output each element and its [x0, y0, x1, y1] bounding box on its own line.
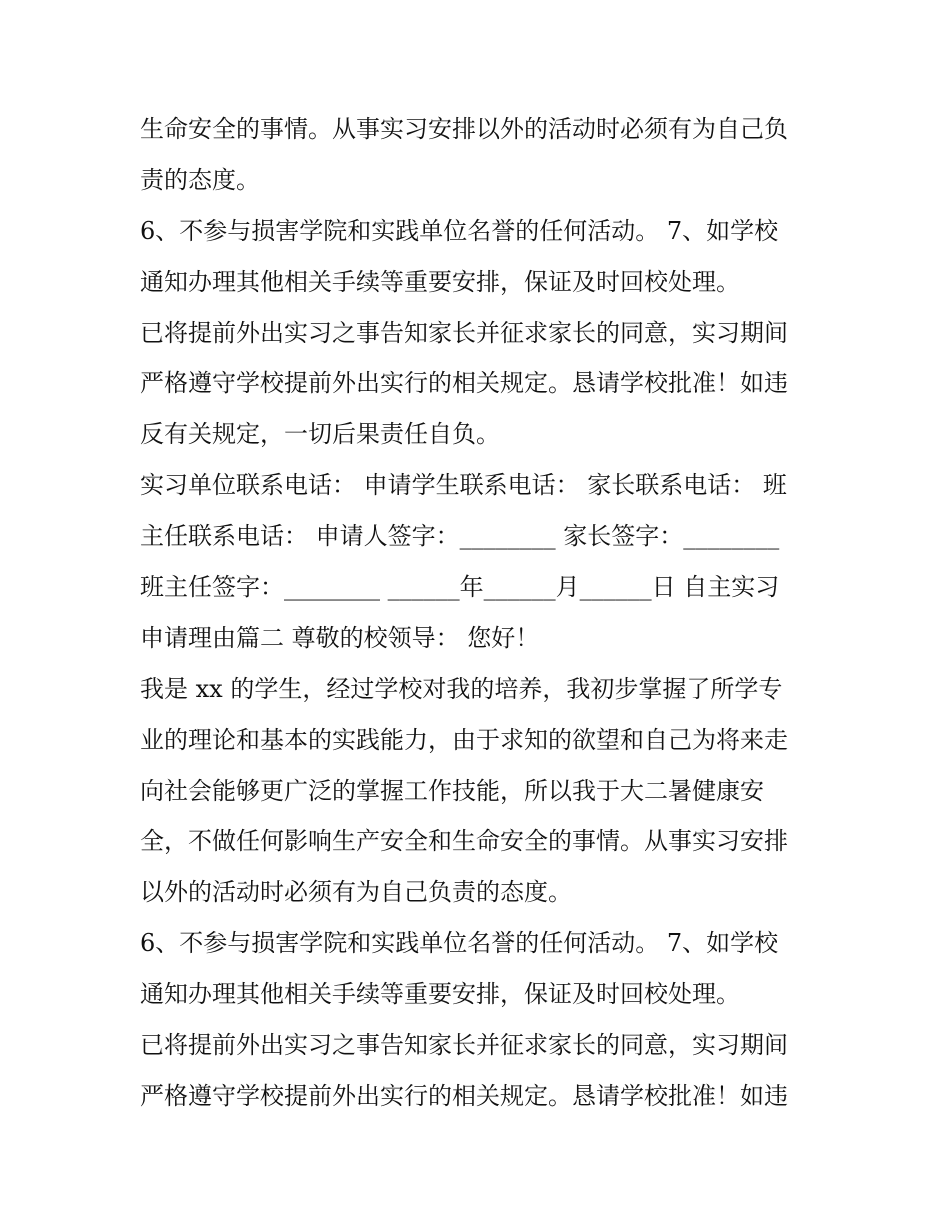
text-line: 业的理论和基本的实践能力，由于求知的欲望和自己为将来走: [140, 725, 788, 754]
text-line: 通知办理其他相关手续等重要安排，保证及时回校处理。: [140, 267, 740, 296]
text-line: 我是 xx 的学生，经过学校对我的培养，我初步掌握了所学专: [140, 674, 783, 703]
text-line: 已将提前外出实习之事告知家长并征求家长的同意，实习期间: [140, 318, 788, 347]
text-line: 6、不参与损害学院和实践单位名誉的任何活动。 7、如学校: [140, 216, 779, 245]
text-line: 向社会能够更广泛的掌握工作技能，所以我于大二暑健康安: [140, 776, 764, 805]
text-line: 班主任签字：________ ______年______月______日 自主实习: [140, 573, 780, 602]
text-line: 6、不参与损害学院和实践单位名誉的任何活动。 7、如学校: [140, 929, 779, 958]
text-line: 以外的活动时必须有为自己负责的态度。: [140, 878, 572, 907]
document-body: [140, 104, 820, 1122]
text-line: 通知办理其他相关手续等重要安排，保证及时回校处理。: [140, 980, 740, 1009]
text-line: 严格遵守学校提前外出实行的相关规定。恳请学校批准！如违: [140, 1081, 788, 1110]
text-line: 严格遵守学校提前外出实行的相关规定。恳请学校批准！如违: [140, 369, 788, 398]
text-line: 实习单位联系电话： 申请学生联系电话： 家长联系电话： 班: [140, 471, 787, 500]
text-line: 反有关规定，一切后果责任自负。: [140, 420, 500, 449]
text-line: 全，不做任何影响生产安全和生命安全的事情。从事实习安排: [140, 827, 788, 856]
text-line: 生命安全的事情。从事实习安排以外的活动时必须有为自己负: [140, 115, 788, 143]
text-line: 申请理由篇二 尊敬的校领导： 您好！: [140, 623, 540, 652]
text-line: 已将提前外出实习之事告知家长并征求家长的同意，实习期间: [140, 1031, 788, 1060]
text-line: 主任联系电话： 申请人签字：________ 家长签字：________: [140, 522, 780, 551]
text-line: 责的态度。: [140, 165, 260, 194]
